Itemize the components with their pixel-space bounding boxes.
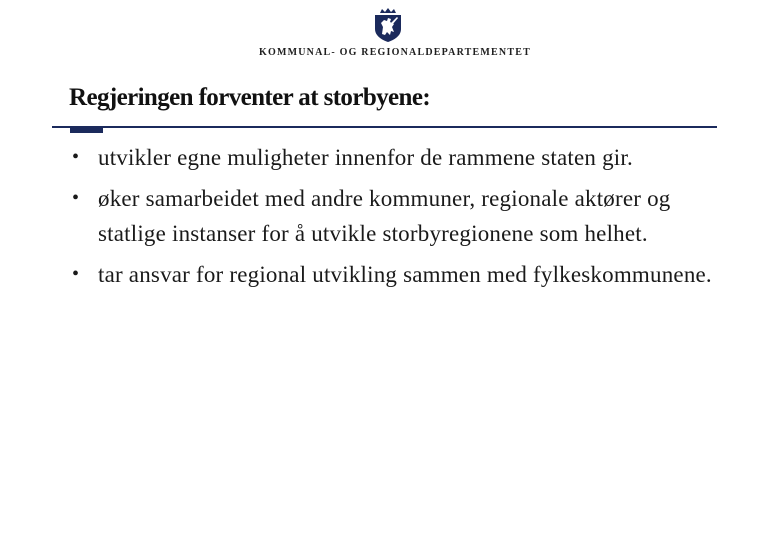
list-item xyxy=(69,140,729,175)
ministry-name: KOMMUNAL- OG REGIONALDEPARTEMENTET xyxy=(259,47,531,58)
bullet-list xyxy=(69,140,729,298)
norwegian-lion-crest-icon xyxy=(370,7,406,43)
bullet-text: tar ansvar for regional utvikling sammen med fylkeskommunene. xyxy=(98,262,712,287)
bullet-text: øker samarbeidet med andre kommuner, regionale aktører og statlige instanser for å utvikle storbyregionene som helhet. xyxy=(98,186,671,246)
ministry-logo xyxy=(0,0,780,72)
bullet-icon: • xyxy=(72,187,80,209)
title-divider-accent xyxy=(70,127,103,133)
list-item xyxy=(69,257,729,292)
slide-title: Regjeringen forventer at storbyene: xyxy=(69,84,431,111)
bullet-icon: • xyxy=(72,146,80,168)
title-divider xyxy=(52,126,717,128)
bullet-text: utvikler egne muligheter innenfor de rammene staten gir. xyxy=(98,145,633,170)
bullet-icon: • xyxy=(72,263,80,285)
list-item xyxy=(69,181,729,251)
